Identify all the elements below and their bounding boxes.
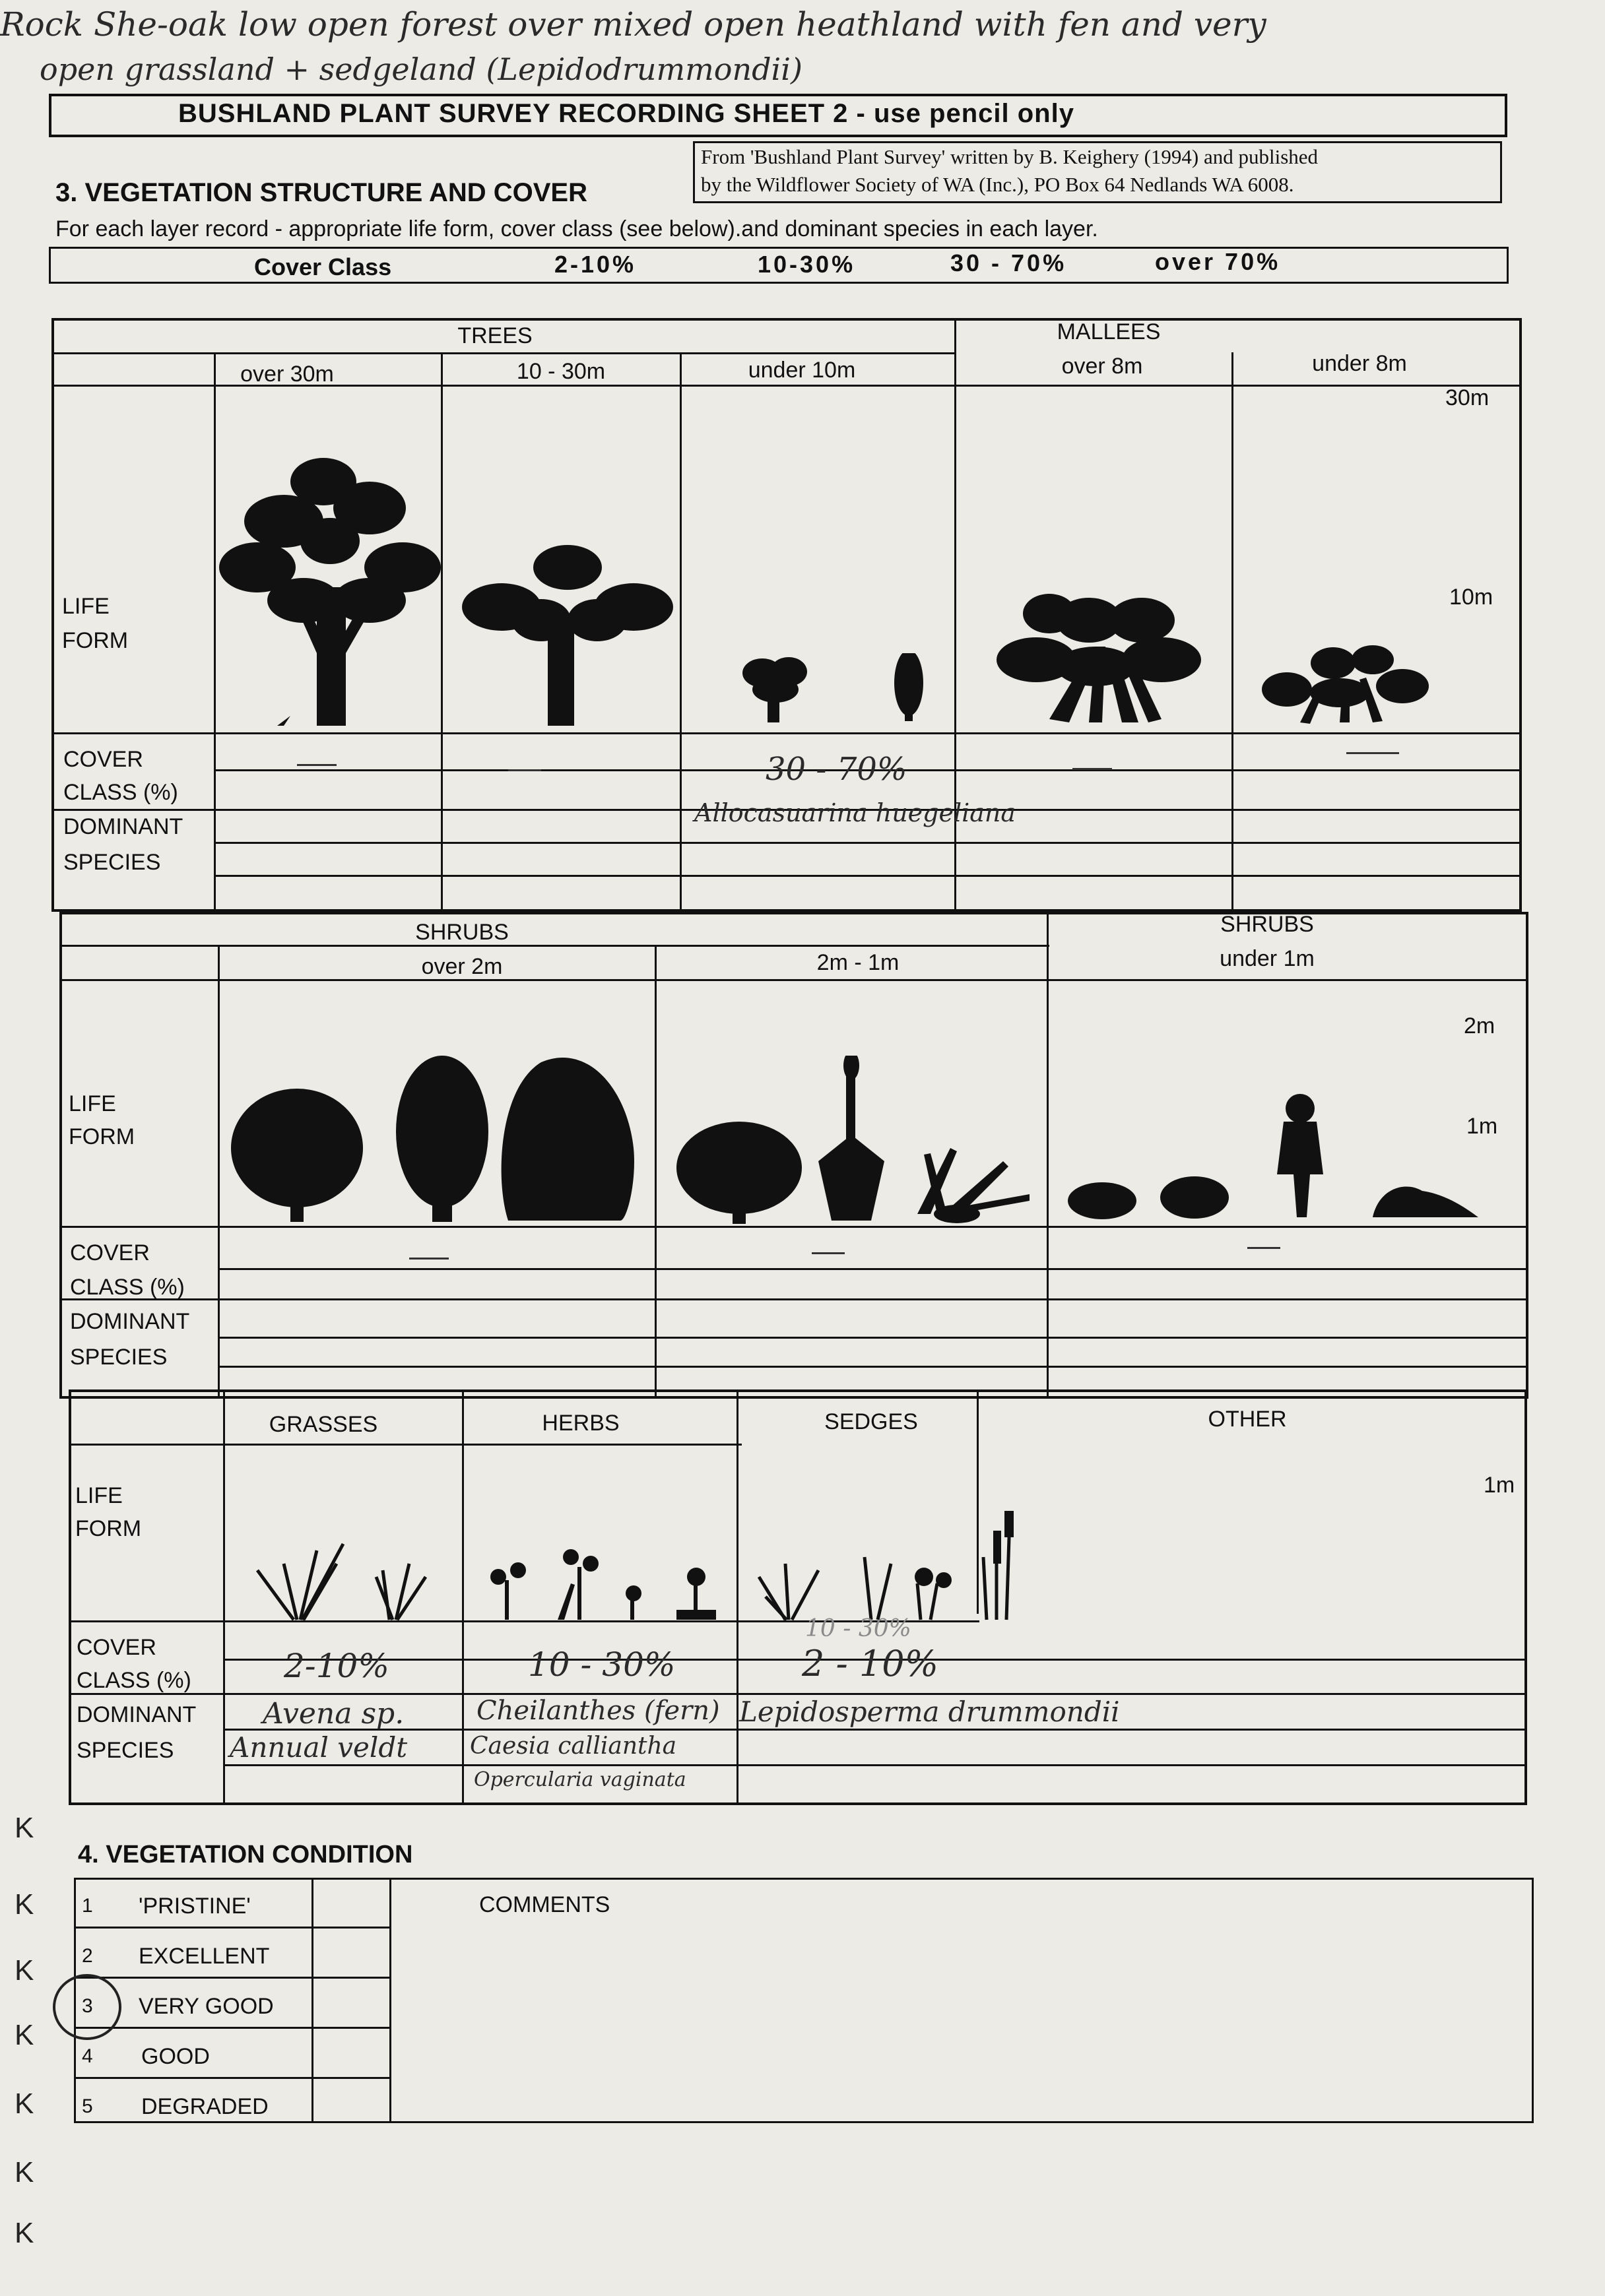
t3-dominant-label: DOMINANT xyxy=(77,1702,197,1727)
t3-species-label: SPECIES xyxy=(77,1738,174,1763)
margin-mark: K xyxy=(15,2019,34,2051)
condition-3-num: 3 xyxy=(82,1995,93,2017)
t3-species-herbs-2: Caesia calliantha xyxy=(470,1733,677,1760)
t3-class-label: CLASS (%) xyxy=(77,1668,191,1693)
mallee-under8-icon xyxy=(1261,643,1432,726)
cover-class-3: 30 - 70% xyxy=(950,249,1067,276)
t3-cover-sedges: 2 - 10% xyxy=(802,1643,938,1684)
cover-dash xyxy=(1072,768,1112,770)
t3-species-grasses-2: Annual veldt xyxy=(230,1731,408,1764)
t3-cover-grasses: 2-10% xyxy=(284,1647,389,1685)
section4-heading: 4. VEGETATION CONDITION xyxy=(78,1841,413,1868)
shrub-over2-icon xyxy=(231,1049,647,1227)
trees-header: TREES xyxy=(457,323,533,348)
t1-species-label: SPECIES xyxy=(63,850,161,875)
tree-col-under10: under 10m xyxy=(748,358,856,383)
margin-mark: K xyxy=(15,2217,34,2249)
margin-mark: K xyxy=(15,2156,34,2188)
shrubs-header-left: SHRUBS xyxy=(415,920,509,945)
col-herbs: HERBS xyxy=(542,1411,620,1436)
t2-life-label: LIFE xyxy=(69,1091,116,1116)
scale-1m: 1m xyxy=(1466,1114,1498,1139)
condition-2-num: 2 xyxy=(82,1945,93,1967)
col-grasses: GRASSES xyxy=(269,1412,378,1437)
condition-4-label: GOOD xyxy=(141,2044,210,2069)
col-sedges: SEDGES xyxy=(824,1409,918,1434)
cover-dash xyxy=(508,769,541,771)
cover-dash xyxy=(812,1252,845,1254)
shrub-2to1-icon xyxy=(673,1056,1043,1227)
sheet-title: BUSHLAND PLANT SURVEY RECORDING SHEET 2 - use pencil only xyxy=(178,99,1074,128)
cover-class-2: 10-30% xyxy=(758,251,856,278)
condition-2-label: EXCELLENT xyxy=(139,1944,270,1969)
citation-line2: by the Wildflower Society of WA (Inc.), PO Box 64 Nedlands WA 6008. xyxy=(701,173,1294,196)
t1-cover-label: COVER xyxy=(63,747,143,772)
condition-1-num: 1 xyxy=(82,1895,93,1917)
condition-1-label: 'PRISTINE' xyxy=(139,1894,251,1919)
t3-cover-sedges-faint: 10 - 30% xyxy=(805,1615,911,1642)
t3-species-sedges: Lepidosperma drummondii xyxy=(739,1696,1120,1728)
t1-class-label: CLASS (%) xyxy=(63,780,178,805)
mallee-col-under8: under 8m xyxy=(1312,351,1407,376)
scale-10m: 10m xyxy=(1449,585,1493,610)
cover-class-label: Cover Class xyxy=(254,253,392,280)
t1-form-label: FORM xyxy=(62,628,129,653)
t3-cover-herbs: 10 - 30% xyxy=(528,1645,676,1684)
handwritten-header-line2: open grassland + sedgeland (Lepidodrummondii) xyxy=(40,51,802,87)
selected-condition-circle xyxy=(46,1970,125,2043)
condition-table xyxy=(74,1878,1534,2123)
tree-col-over30: over 30m xyxy=(240,362,334,387)
t1-life-label: LIFE xyxy=(62,594,110,619)
t2-cover-label: COVER xyxy=(70,1240,150,1265)
t1-dominant-label: DOMINANT xyxy=(63,814,183,839)
cover-dash xyxy=(1247,1247,1280,1249)
margin-mark: K xyxy=(15,1888,34,1921)
shrub-col-2to1: 2m - 1m xyxy=(816,950,900,975)
shrubs-header-right: SHRUBS xyxy=(1220,912,1314,937)
t2-dominant-label: DOMINANT xyxy=(70,1309,190,1334)
shrub-under1-icon xyxy=(1063,1089,1485,1221)
margin-mark: K xyxy=(15,1954,34,1987)
section3-instruction: For each layer record - appropriate life form, cover class (see below).and dominant species in each layer. xyxy=(55,216,1098,241)
condition-5-label: DEGRADED xyxy=(141,2094,269,2119)
t3-life-label: LIFE xyxy=(75,1483,123,1508)
herb-icon xyxy=(472,1544,729,1623)
t3-form-label: FORM xyxy=(75,1516,142,1541)
margin-mark: K xyxy=(15,1812,34,1844)
condition-5-num: 5 xyxy=(82,2095,93,2117)
cover-class-1: 2-10% xyxy=(554,251,637,278)
cover-class-4: over 70% xyxy=(1155,248,1281,275)
t3-species-grasses-1: Avena sp. xyxy=(263,1697,405,1731)
scale-1m-ground: 1m xyxy=(1484,1473,1515,1498)
tree-10to30-icon xyxy=(462,541,680,732)
t2-form-label: FORM xyxy=(69,1124,135,1149)
citation-line1: From 'Bushland Plant Survey' written by B. Keighery (1994) and published xyxy=(701,145,1319,168)
t1-cover-under10: 30 - 70% xyxy=(766,751,907,788)
t3-species-herbs-3: Opercularia vaginata xyxy=(474,1768,686,1791)
grass-icon xyxy=(244,1531,436,1623)
t3-species-herbs-1: Cheilanthes (fern) xyxy=(476,1696,720,1726)
comments-label: COMMENTS xyxy=(479,1892,610,1917)
margin-mark: K xyxy=(15,2088,34,2120)
t2-species-label: SPECIES xyxy=(70,1345,168,1370)
t2-class-label: CLASS (%) xyxy=(70,1275,185,1300)
handwritten-header-line1: Rock She-oak low open forest over mixed open heathland with fen and very xyxy=(0,5,1266,44)
t1-species-under10: Allocasuarina huegeliana xyxy=(694,798,1016,827)
tree-col-10to30: 10 - 30m xyxy=(516,359,606,384)
col-other: OTHER xyxy=(1208,1407,1287,1432)
mallee-over8-icon xyxy=(990,587,1208,729)
scale-30m: 30m xyxy=(1445,385,1490,410)
mallee-col-over8: over 8m xyxy=(1061,354,1143,379)
scale-2m: 2m xyxy=(1464,1013,1495,1038)
cover-dash xyxy=(409,1258,449,1260)
tree-under10-icon xyxy=(736,653,934,726)
mallees-header: MALLEES xyxy=(1057,319,1161,344)
sedge-icon xyxy=(746,1491,1023,1623)
cover-dash xyxy=(1346,752,1399,754)
tree-over30-icon xyxy=(218,455,442,732)
shrub-col-over2: over 2m xyxy=(421,954,503,979)
condition-3-label: VERY GOOD xyxy=(139,1994,274,2019)
condition-4-num: 4 xyxy=(82,2045,93,2067)
cover-dash xyxy=(297,764,337,766)
section3-heading: 3. VEGETATION STRUCTURE AND COVER xyxy=(55,178,587,207)
shrub-col-under1: under 1m xyxy=(1220,946,1315,971)
t3-cover-label: COVER xyxy=(77,1635,156,1660)
